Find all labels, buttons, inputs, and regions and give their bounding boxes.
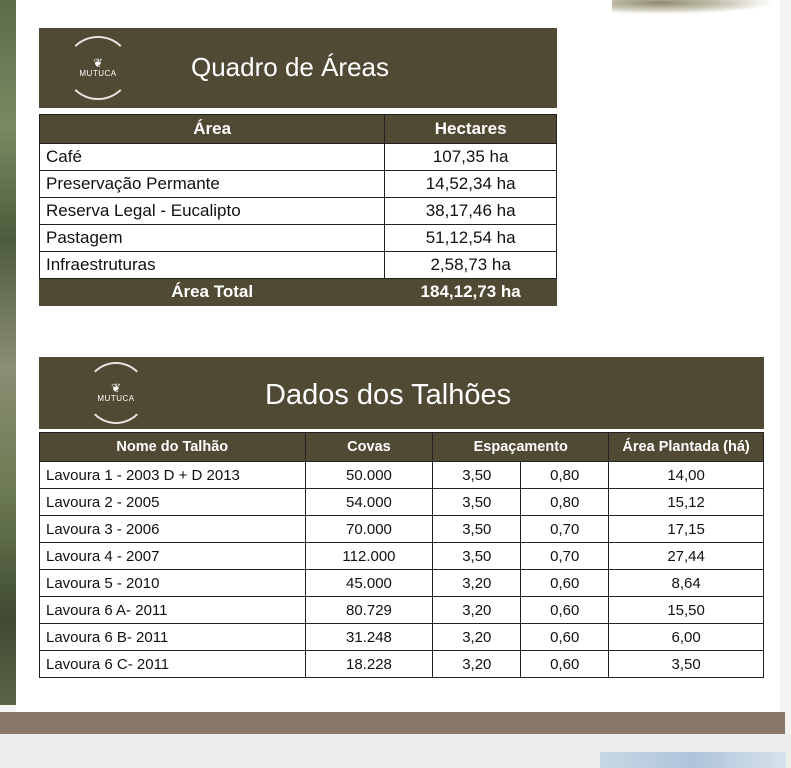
covas-cell: 80.729 [305,597,433,624]
covas-cell: 70.000 [305,516,433,543]
table-row [40,252,557,279]
area-name-cell: Reserva Legal - Eucalipto [40,198,385,225]
table-row [40,144,557,171]
plant-spacing-cell: 0,60 [521,570,609,597]
logo-ring [85,362,147,424]
row-spacing-cell: 3,20 [433,651,521,678]
aerial-photo-strip [0,0,16,705]
plot-name-cell: Lavoura 6 C- 2011 [40,651,306,678]
hectares-cell: 2,58,73 ha [385,252,557,279]
logo-text: MUTUCA [97,394,135,403]
planted-area-cell: 6,00 [609,624,764,651]
plots-title: Dados dos Talhões [265,379,512,411]
planted-area-column-header: Área Plantada (há) [609,433,764,462]
table-row [40,489,764,516]
area-name-cell: Preservação Permante [40,171,385,198]
plots-header-row [40,433,764,462]
logo-text: MUTUCA [79,69,117,78]
plant-spacing-cell: 0,80 [521,489,609,516]
covas-cell: 54.000 [305,489,433,516]
area-name-cell: Café [40,144,385,171]
hectares-cell: 14,52,34 ha [385,171,557,198]
planted-area-cell: 15,50 [609,597,764,624]
hectares-cell: 51,12,54 ha [385,225,557,252]
hectares-cell: 38,17,46 ha [385,198,557,225]
table-row [40,225,557,252]
covas-cell: 112.000 [305,543,433,570]
areas-header-banner [39,28,557,108]
total-value: 184,12,73 ha [385,279,557,306]
planted-area-cell: 27,44 [609,543,764,570]
table-row [40,462,764,489]
plot-name-cell: Lavoura 6 B- 2011 [40,624,306,651]
table-row [40,198,557,225]
table-row [40,171,557,198]
plots-header-banner [39,357,764,429]
table-row [40,597,764,624]
coffee-leaf-icon: ❦ [110,381,122,395]
hectares-column-header: Hectares [385,115,557,144]
table-row [40,516,764,543]
area-name-cell: Pastagem [40,225,385,252]
row-spacing-cell: 3,20 [433,570,521,597]
areas-table [39,114,557,306]
plant-spacing-cell: 0,60 [521,624,609,651]
hectares-cell: 107,35 ha [385,144,557,171]
plot-name-cell: Lavoura 4 - 2007 [40,543,306,570]
row-spacing-cell: 3,50 [433,462,521,489]
plot-name-cell: Lavoura 6 A- 2011 [40,597,306,624]
table-row [40,543,764,570]
table-row [40,570,764,597]
mutuca-logo [65,36,131,100]
plant-spacing-cell: 0,60 [521,597,609,624]
plot-name-cell: Lavoura 3 - 2006 [40,516,306,543]
plot-name-column-header: Nome do Talhão [40,433,306,462]
covas-cell: 50.000 [305,462,433,489]
area-column-header: Área [40,115,385,144]
planted-area-cell: 15,12 [609,489,764,516]
next-page-photo [600,752,786,768]
areas-header-row [40,115,557,144]
logo-ring [65,36,131,100]
spacing-column-header: Espaçamento [433,433,609,462]
decorative-photo-top [612,0,772,14]
mutuca-logo [85,362,147,424]
table-row [40,651,764,678]
plots-table [39,432,764,678]
covas-cell: 31.248 [305,624,433,651]
footer-bar [0,712,785,734]
row-spacing-cell: 3,50 [433,516,521,543]
planted-area-cell: 14,00 [609,462,764,489]
plant-spacing-cell: 0,80 [521,462,609,489]
areas-title: Quadro de Áreas [191,52,390,82]
plant-spacing-cell: 0,70 [521,516,609,543]
table-row [40,624,764,651]
total-row [40,279,557,306]
planted-area-cell: 8,64 [609,570,764,597]
row-spacing-cell: 3,50 [433,543,521,570]
row-spacing-cell: 3,20 [433,597,521,624]
row-spacing-cell: 3,20 [433,624,521,651]
total-label: Área Total [40,279,385,306]
plot-name-cell: Lavoura 5 - 2010 [40,570,306,597]
covas-column-header: Covas [305,433,433,462]
planted-area-cell: 17,15 [609,516,764,543]
plot-name-cell: Lavoura 2 - 2005 [40,489,306,516]
covas-cell: 18.228 [305,651,433,678]
plant-spacing-cell: 0,70 [521,543,609,570]
covas-cell: 45.000 [305,570,433,597]
row-spacing-cell: 3,50 [433,489,521,516]
area-name-cell: Infraestruturas [40,252,385,279]
plant-spacing-cell: 0,60 [521,651,609,678]
planted-area-cell: 3,50 [609,651,764,678]
coffee-leaf-icon: ❦ [92,56,104,70]
plot-name-cell: Lavoura 1 - 2003 D + D 2013 [40,462,306,489]
